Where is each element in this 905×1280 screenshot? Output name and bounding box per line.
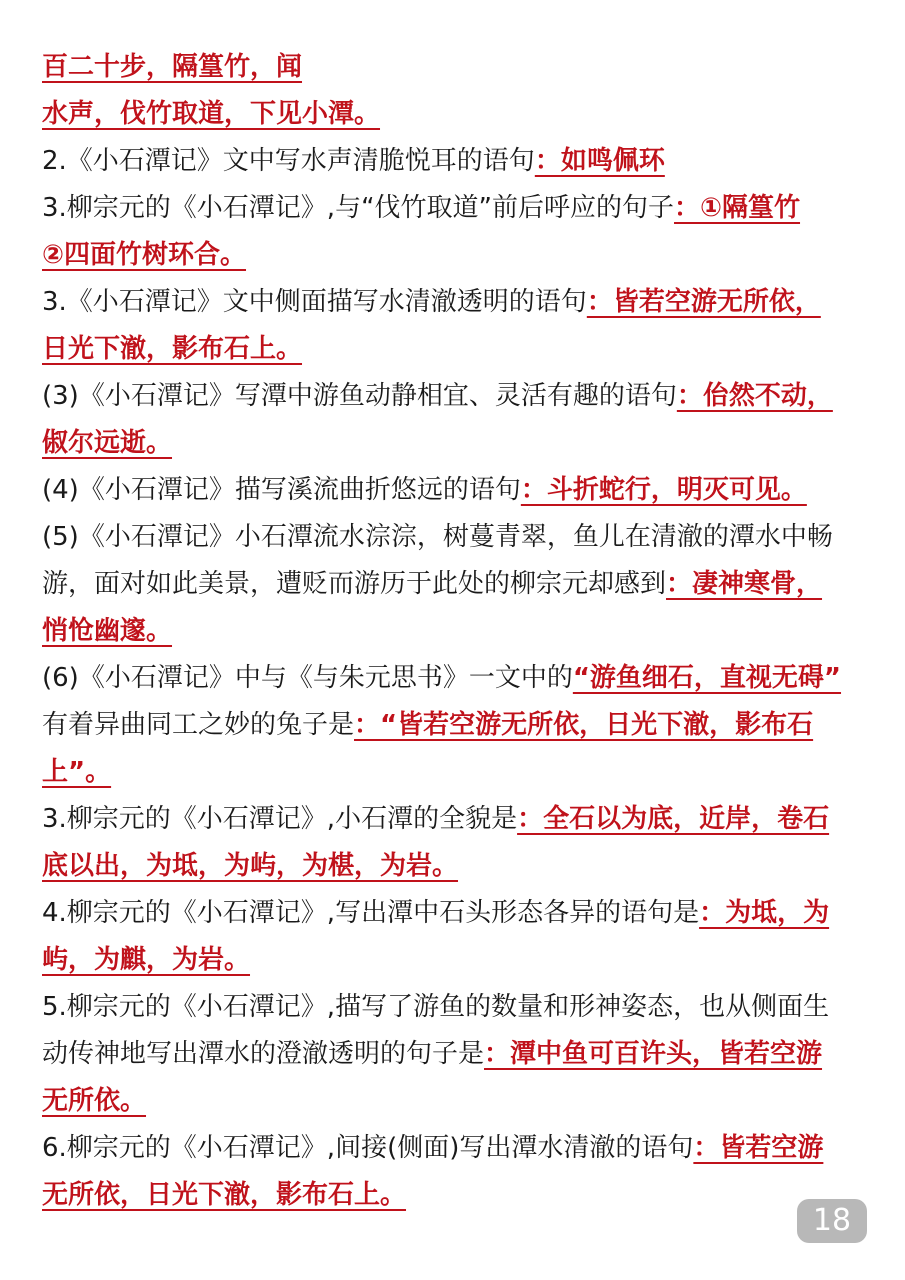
- text-line: [42, 185, 864, 232]
- answer-text: 无所依。: [42, 1086, 147, 1116]
- question-text: 有着异曲同工之妙的兔子是: [42, 710, 355, 740]
- question-text: 3.《小石潭记》文中侧面描写水清澈透明的语句: [42, 287, 587, 317]
- text-line: [42, 890, 864, 937]
- question-text: (3)《小石潭记》写潭中游鱼动静相宜、灵活有趣的语句: [42, 381, 677, 411]
- text-line: [42, 655, 864, 702]
- text-line: [42, 1031, 864, 1078]
- question-text: 2.《小石潭记》文中写水声清脆悦耳的语句: [42, 146, 535, 176]
- answer-text: ：斗折蛇行，明灭可见。: [520, 475, 807, 505]
- answer-text: ：凄神寒骨，: [666, 569, 823, 599]
- answer-text: ：皆若空游无所依，: [586, 287, 821, 317]
- question-text: 动传神地写出潭水的澄澈透明的句子是: [42, 1039, 485, 1069]
- page-number-badge: 18: [797, 1199, 867, 1243]
- text-line: [42, 279, 864, 326]
- answer-text: 上”。: [42, 757, 112, 787]
- question-text: 3.柳宗元的《小石潭记》,小石潭的全貌是: [42, 804, 518, 834]
- answer-text: ②四面竹树环合。: [42, 240, 247, 270]
- text-line: [42, 1172, 864, 1219]
- text-line: [42, 467, 864, 514]
- text-line: [42, 91, 864, 138]
- text-line: [42, 561, 864, 608]
- question-text: 6.柳宗元的《小石潭记》,间接(侧面)写出潭水清澈的语句: [42, 1133, 694, 1163]
- text-line: [42, 608, 864, 655]
- answer-text: 无所依，日光下澈，影布石上。: [42, 1180, 407, 1210]
- answer-text: ：全石以为底，近岸，卷石: [517, 804, 830, 834]
- answer-text: 百二十步，隔篁竹，闻: [42, 52, 303, 82]
- answer-text: 屿，为麒，为岩。: [42, 945, 251, 975]
- text-line: [42, 420, 864, 467]
- answer-text: 悄怆幽邃。: [42, 616, 173, 646]
- text-line: [42, 232, 864, 279]
- text-line: [42, 984, 864, 1031]
- answer-text: ：为坻，为: [699, 898, 830, 928]
- question-text: 5.柳宗元的《小石潭记》,描写了游鱼的数量和形神姿态，也从侧面生: [42, 992, 830, 1022]
- answer-text: 日光下澈，影布石上。: [42, 334, 303, 364]
- question-text: 3.柳宗元的《小石潭记》,与“伐竹取道”前后呼应的句子: [42, 193, 675, 223]
- answer-text: ：皆若空游: [693, 1133, 824, 1163]
- text-line: [42, 44, 864, 91]
- question-text: (6)《小石潭记》中与《与朱元思书》一文中的: [42, 663, 573, 693]
- text-line: [42, 138, 864, 185]
- text-line: [42, 326, 864, 373]
- text-line: [42, 796, 864, 843]
- question-text: 游，面对如此美景，遭贬而游历于此处的柳宗元却感到: [42, 569, 667, 599]
- answer-text: ：佁然不动，: [676, 381, 833, 411]
- text-line: [42, 702, 864, 749]
- text-line: [42, 937, 864, 984]
- answer-text: ：潭中鱼可百许头，皆若空游: [484, 1039, 823, 1069]
- answer-text: 底以出，为坻，为屿，为椹，为岩。: [42, 851, 459, 881]
- text-line: [42, 1125, 864, 1172]
- text-line: [42, 1078, 864, 1125]
- answer-text: 水声，伐竹取道，下见小潭。: [42, 99, 381, 129]
- question-text: (4)《小石潭记》描写溪流曲折悠远的语句: [42, 475, 521, 505]
- answer-text: ：如鸣佩环: [534, 146, 665, 176]
- text-line: [42, 373, 864, 420]
- text-line: [42, 749, 864, 796]
- question-text: (5)《小石潭记》小石潭流水淙淙，树蔓青翠，鱼儿在清澈的潭水中畅: [42, 522, 833, 552]
- answer-text: ：①隔篁竹: [674, 193, 801, 223]
- document-body: [42, 44, 864, 1219]
- question-text: 4.柳宗元的《小石潭记》,写出潭中石头形态各异的语句是: [42, 898, 700, 928]
- answer-text: 俶尔远逝。: [42, 428, 173, 458]
- answer-text: “游鱼细石，直视无碍”: [572, 663, 842, 693]
- answer-text: ：“皆若空游无所依，日光下澈，影布石: [354, 710, 814, 740]
- text-line: [42, 514, 864, 561]
- text-line: [42, 843, 864, 890]
